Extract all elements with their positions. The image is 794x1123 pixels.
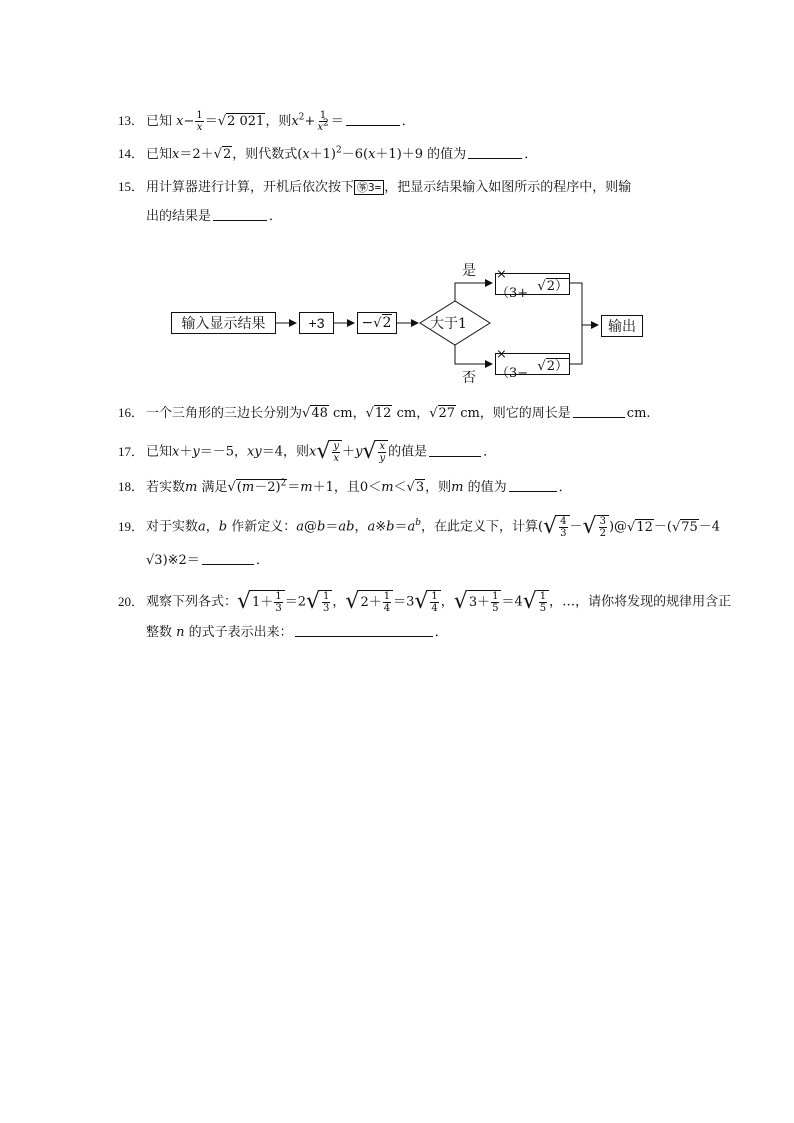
question-16: 16． 一个三角形的三边长分别为√48 cm，√12 cm，√27 cm，则它的周长是 cm.: [118, 405, 651, 421]
answer-blank-14[interactable]: [468, 146, 522, 159]
question-14: 14． 已知x＝2＋√2，则代数式$(x+1)^2-6(x+1)+9$ 的值为 ．: [118, 145, 538, 162]
answer-blank-20[interactable]: [295, 624, 433, 637]
answer-blank-15[interactable]: [213, 208, 267, 221]
answer-blank-13[interactable]: [346, 113, 400, 126]
question-20: 20． 观察下列各式：√1＋ $\frac{1}{3}$ ＝2√ $\frac{1}{3}$ ，√2＋ $\frac{1}{4}$ ＝3√ $\frac{1}{4}$ ，√3＋ $\frac{1}{5}$ ＝4√ $\frac{1}{5}$ ，…，请你将发现的规律用含正: [118, 589, 732, 614]
decision-label: 大于1: [430, 316, 467, 332]
input-display-result-box: 输入显示结果: [171, 312, 276, 334]
question-19: 19． 对于实数a，b 作新定义：a@b＝ab，$a※b=a^b$，在此定义下，计算(√ $\frac{4}{3}$ －√ $\frac{3}{2}$ )@√12－(√75－4: [118, 514, 721, 539]
question-13: 13． 已知 x− $\frac{1}{x}$ ＝√2 021，则$x^2+$ $\frac{1}{x^2}$ ＝ ．: [118, 110, 415, 133]
output-box: 输出: [601, 315, 643, 337]
question-17: 17． 已知x＋y＝－5，xy＝4，则x√ $\frac{y}{x}$ ＋y√ $\frac{x}{y}$ 的值是 ．: [118, 439, 497, 464]
answer-blank-19[interactable]: [202, 552, 254, 565]
multiply-3-plus-sqrt2-box: ×（3+ √2）: [496, 267, 568, 301]
calculator-keys: ㉇3=: [354, 180, 384, 195]
question-15: 15． 用计算器进行计算，开机后依次按下 ㉇3= ，把显示结果输入如图所示的程序中，则输: [118, 179, 632, 195]
multiply-3-minus-sqrt2-box: ×（3− √2）: [496, 347, 568, 381]
question-15-line2: 出的结果是 ．: [146, 209, 283, 224]
answer-blank-18[interactable]: [509, 479, 557, 492]
question-19-line2: √3)※2＝ ．: [146, 553, 269, 568]
yes-label: 是: [462, 263, 476, 279]
plus-3-box: +3: [299, 312, 334, 334]
question-20-line2: 整数 n 的式子表示出来： ．: [146, 625, 448, 640]
answer-blank-16[interactable]: [573, 405, 625, 418]
minus-sqrt2-box: − √2: [357, 312, 397, 334]
question-18: 18． 若实数m 满足$√(m-2)^2=m+1$，且0＜m＜√3，则m 的值为 ．: [118, 478, 572, 495]
program-flowchart: [160, 255, 660, 390]
answer-blank-17[interactable]: [429, 444, 481, 457]
no-label: 否: [462, 370, 476, 386]
